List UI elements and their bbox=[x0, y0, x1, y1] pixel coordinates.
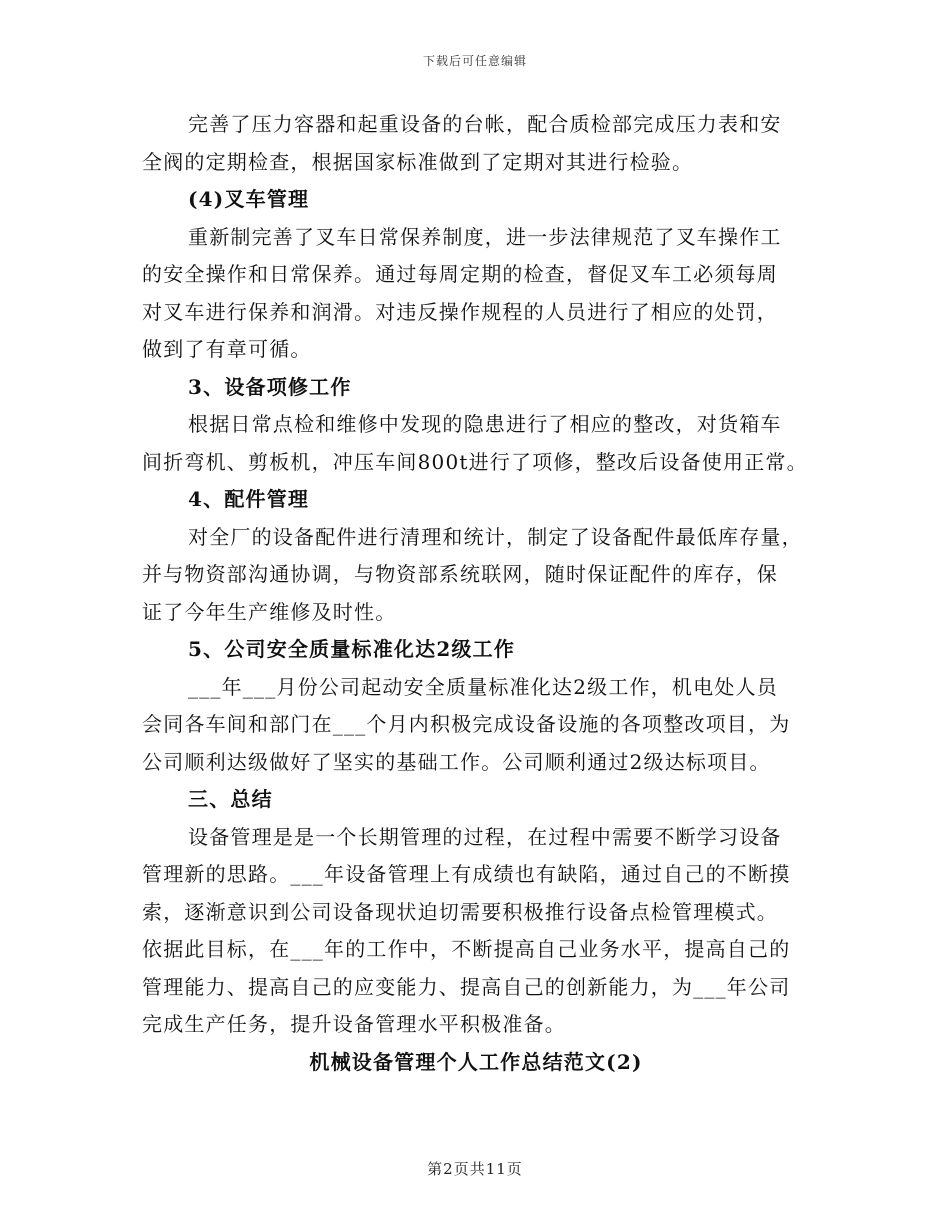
paragraph-line: 完成生产任务，提升设备管理水平积极准备。 bbox=[142, 1012, 566, 1036]
paragraph-line: 间折弯机、剪板机，冲压车间800t进行了项修，整改后设备使用正常。 bbox=[142, 449, 808, 474]
paragraph-line: 对叉车进行保养和润滑。对违反操作规程的人员进行了相应的处罚， bbox=[142, 299, 778, 324]
document-body bbox=[142, 106, 810, 1081]
paragraph-line: 的安全操作和日常保养。通过每周定期的检查，督促叉车工必须每周 bbox=[142, 262, 778, 286]
paragraph-line: 做到了有章可循。 bbox=[142, 337, 312, 361]
paragraph-line: 根据日常点检和维修中发现的隐患进行了相应的整改，对货箱车 bbox=[188, 412, 782, 436]
paragraph-line: 设备管理是是一个长期管理的过程，在过程中需要不断学习设备 bbox=[188, 824, 782, 849]
section-heading: 三、总结 bbox=[188, 787, 273, 811]
paragraph-line: 索，逐渐意识到公司设备现状迫切需要积极推行设备点检管理模式。 bbox=[142, 899, 778, 924]
paragraph-line: 管理能力、提高自己的应变能力、提高自己的创新能力，为___年公司 bbox=[142, 974, 791, 999]
paragraph-line: 全阀的定期检查，根据国家标准做到了定期对其进行检验。 bbox=[142, 149, 694, 174]
page-number: 第2页共11页 bbox=[427, 1160, 523, 1178]
section-heading: 5、公司安全质量标准化达2级工作 bbox=[188, 637, 516, 661]
paragraph-line: 并与物资部沟通协调，与物资部系统联网，随时保证配件的库存，保 bbox=[142, 562, 778, 586]
paragraph-line: 对全厂的设备配件进行清理和统计，制定了设备配件最低库存量， bbox=[188, 524, 803, 549]
paragraph-line: ___年___月份公司起动安全质量标准化达2级工作，机电处人员 bbox=[188, 674, 778, 699]
section-heading: 4、配件管理 bbox=[188, 487, 310, 511]
paragraph-line: 公司顺利达级做好了坚实的基础工作。公司顺利通过2级达标项目。 bbox=[142, 749, 771, 774]
paragraph-line: 依据此目标，在___年的工作中，不断提高自己业务水平，提高自己的 bbox=[142, 937, 791, 961]
section-heading: 3、设备项修工作 bbox=[188, 374, 352, 399]
next-document-title: 机械设备管理个人工作总结范文(2) bbox=[309, 1049, 643, 1074]
paragraph-line: 证了今年生产维修及时性。 bbox=[142, 599, 397, 624]
paragraph-line: 会同各车间和部门在___个月内积极完成设备设施的各项整改项目，为 bbox=[142, 712, 791, 736]
section-heading: (4)叉车管理 bbox=[188, 187, 310, 211]
paragraph-line: 重新制完善了叉车日常保养制度，进一步法律规范了叉车操作工 bbox=[188, 224, 782, 249]
paragraph-line: 完善了压力容器和起重设备的台帐，配合质检部完成压力表和安 bbox=[188, 112, 782, 136]
paragraph-line: 管理新的思路。___年设备管理上有成绩也有缺陷，通过自己的不断摸 bbox=[142, 862, 791, 886]
page-header: 下载后可任意编辑 bbox=[422, 54, 527, 68]
